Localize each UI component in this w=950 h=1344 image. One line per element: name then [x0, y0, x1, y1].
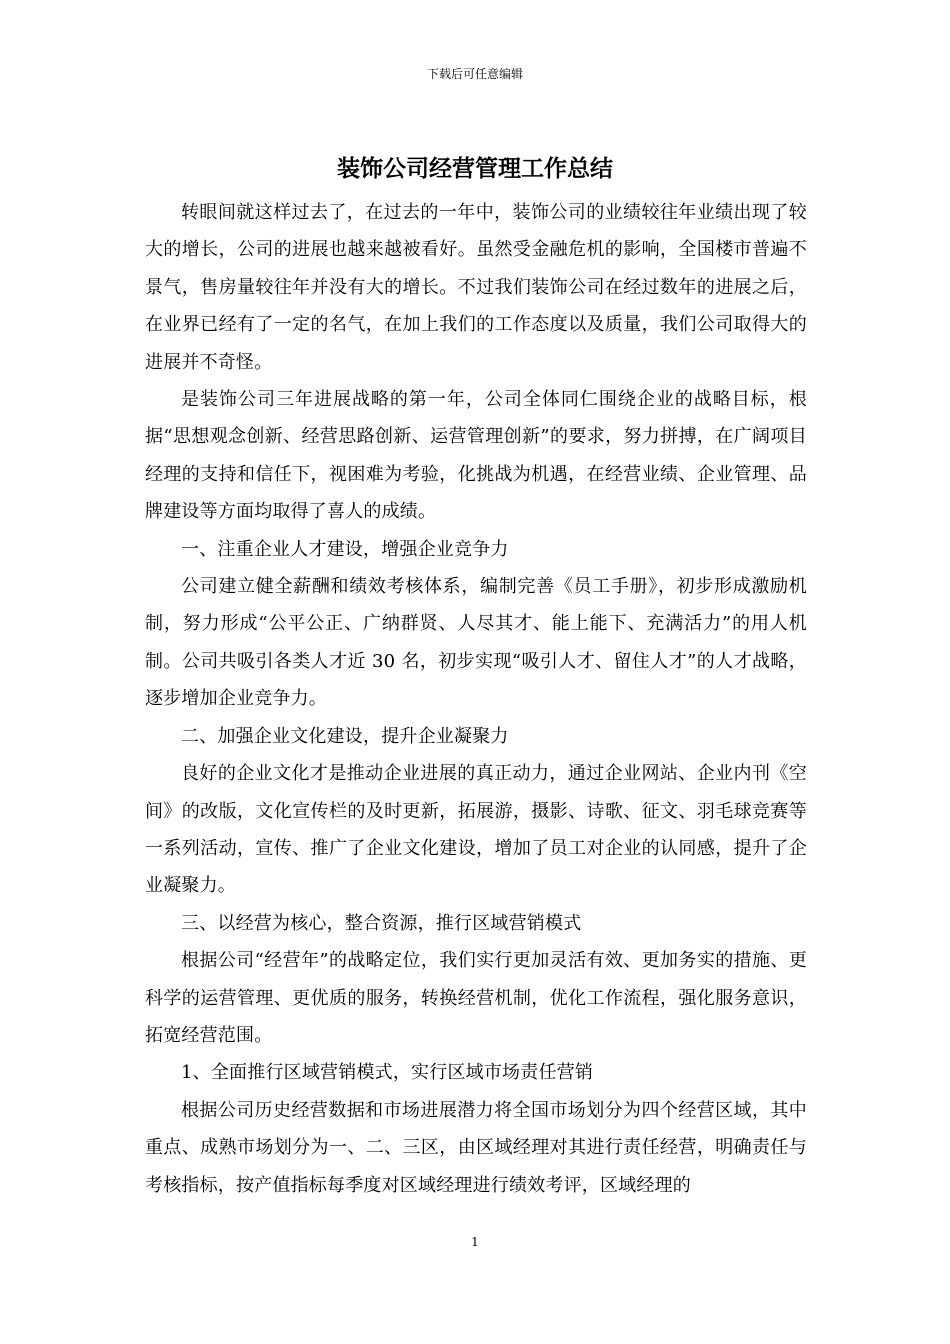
header-note: 下载后可任意编辑 — [426, 67, 523, 81]
paragraph-talent: 公司建立健全薪酬和绩效考核体系，编制完善《员工手册》，初步形成激励机制，努力形成“公平公正、广纳群贤、人尽其才、能上能下、充满活力”的用人机制。公司共吸引各类人才近 30 名，初步实现“吸引人才、留住人才”的人才战略，逐步增加企业竞争力。 — [145, 576, 807, 710]
paragraph-strategy: 是装饰公司三年进展战略的第一年，公司全体同仁围绕企业的战略目标，根据“思想观念创新、经营思路创新、运营管理创新”的要求，努力拼搏，在广阔项目经理的支持和信任下，视困难为考验，化挑战为机遇，在经营业绩、企业管理、品牌建设等方面均取得了喜人的成绩。 — [145, 389, 807, 523]
section-heading-talent: 一、注重企业人才建设，增强企业竞争力 — [181, 538, 509, 560]
paragraph-intro: 转眼间就这样过去了，在过去的一年中，装饰公司的业绩较往年业绩出现了较大的增长，公司的进展也越来越被看好。虽然受金融危机的影响，全国楼市普遍不景气，售房量较往年并没有大的增长。不过我们装饰公司在经过数年的进展之后，在业界已经有了一定的名气，在加上我们的工作态度以及质量，我们公司取得大的进展并不奇怪。 — [145, 202, 807, 373]
subsection-heading-regional: 1、全面推行区域营销模式，实行区域市场责任营销 — [181, 1062, 594, 1084]
page-number: 1 — [471, 1235, 479, 1249]
paragraph-regional: 根据公司历史经营数据和市场进展潜力将全国市场划分为四个经营区域，其中重点、成熟市场划分为一、二、三区，由区域经理对其进行责任经营，明确责任与考核指标，按产值指标每季度对区域经理进行绩效考评，区域经理的 — [145, 1099, 807, 1196]
document-title: 装饰公司经营管理工作总结 — [337, 155, 613, 182]
document-body — [145, 194, 807, 1204]
section-heading-operations: 三、以经营为核心，整合资源，推行区域营销模式 — [181, 912, 582, 934]
paragraph-culture: 良好的企业文化才是推动企业进展的真正动力，通过企业网站、企业内刊《空间》的改版，文化宣传栏的及时更新，拓展游，摄影、诗歌、征文、羽毛球竞赛等一系列活动，宣传、推广了企业文化建设，增加了员工对企业的认同感，提升了企业凝聚力。 — [145, 763, 807, 897]
section-heading-culture: 二、加强企业文化建设，提升企业凝聚力 — [181, 725, 509, 747]
paragraph-operations: 根据公司“经营年”的战略定位，我们实行更加灵活有效、更加务实的措施、更科学的运营管理、更优质的服务，转换经营机制，优化工作流程，强化服务意识，拓宽经营范围。 — [145, 950, 807, 1046]
